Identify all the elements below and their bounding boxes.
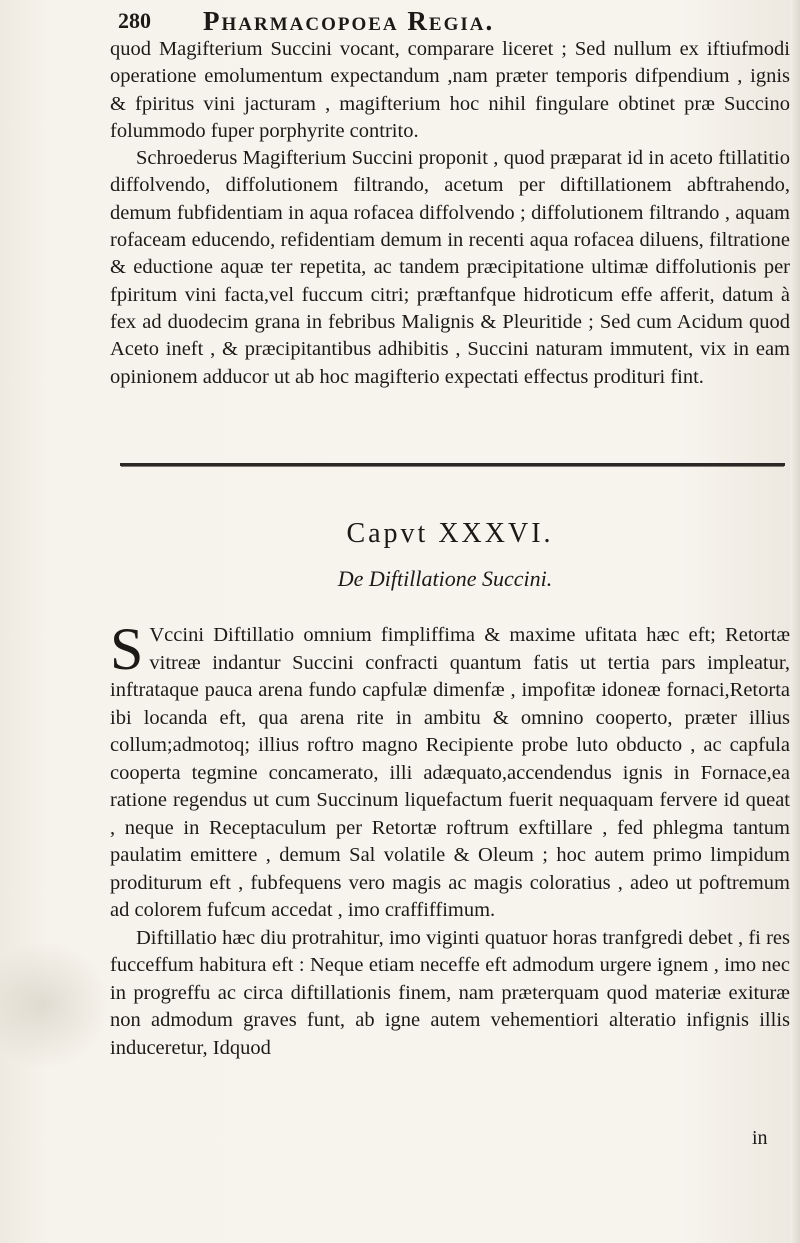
chapter-paragraph-1-text: Vccini Diftillatio omnium fimpliffima & maxime ufitata hæc eft; Retortæ vitreæ indantur Succini confracti quantum fatis ut tertia pars impleatur, inftrataque pauca arena fundo capfulæ dimenfæ , impofitæ idoneæ fornaci,Retorta ibi locanda eft, qua arena rite in ambitu & omnino cooperto, præter illius collum;admotoq; illius roftro magno Recipiente probe luto obducto , ac capfula cooperta tegmine concamerato, illi adæquato,accendendus ignis in Fornace,ea ratione regendus ut cum Succinum liquefactum fuerit nequaquam fervere id queat , neque in Receptaculum per Retortæ roftrum exftillare , fed phlegma tantum paulatim emittere , demum Sal volatile & Oleum ; hoc autem primo limpidum proditurum eft , fubfequens vero magis ac magis coloratius , adeo ut poftremum ad colorem fufcum accedat , imo craffiffimum. (110, 624, 790, 921)
page-header (118, 6, 778, 36)
chapter-text-block (110, 616, 790, 1062)
top-text-block (110, 36, 790, 391)
paragraph-schroederus: Schroederus Magifterium Succini proponit , quod præparat id in aceto ftillatitio diffolvendo, diffolutionem filtrando, acetum per diftillationem abftrahendo, demum fubfidentiam in aqua rofacea diffolvendo ; diffolutionem filtrando , aquam rofaceam educendo, refidentiam demum in recenti aqua rofacea diluens, filtratione & eductione aquæ ter repetita, ac tandem præcipitatione ultimæ diffolutionis per fpiritum vini facta,vel fuccum citri; præftanfque hidroticum effe afferit, datum à fex ad duodecim grana in febribus Malignis & Pleuritide ; Sed cum Acidum quod Aceto ineft , & præcipitantibus adhibitis , Succini naturam immutent, vix in eam opinionem adducor ut ab hoc magifterio expectati effectus prodituri fint. (110, 147, 790, 388)
drop-cap: S (110, 616, 144, 682)
running-head: Pharmacopoea Regia. (203, 6, 495, 36)
page-number: 280 (118, 8, 151, 33)
section-divider-rule (120, 463, 785, 466)
chapter-paragraph-1 (110, 616, 790, 925)
chapter-subtitle: De Diftillatione Succini. (337, 566, 553, 591)
page-edge (790, 0, 800, 1243)
paragraph-continuation: quod Magifterium Succini vocant, comparare liceret ; Sed nullum ex iftiufmodi operatione emolumentum expectandum ,nam præter temporis difpendium , ignis & fpiritus vini jacturam , magifterium hoc nihil fingulare obtinet præ Succino folummodo fuper porphyrite contrito. (110, 38, 790, 142)
catchword: in (752, 1127, 768, 1149)
chapter-heading: Capvt XXXVI. (346, 518, 554, 549)
paper-stain (0, 940, 110, 1070)
chapter-paragraph-2: Diftillatio hæc diu protrahitur, imo viginti quatuor horas tranfgredi debet , fi res fucceffum habitura eft : Neque etiam neceffe eft admodum urgere ignem , imo nec in progreffu ac circa diftillationis finem, nam præterquam quod materiæ exituræ non admodum graves funt, ab igne autem vehementiori alteratio infignis illis induceretur, Idquod (110, 926, 790, 1059)
